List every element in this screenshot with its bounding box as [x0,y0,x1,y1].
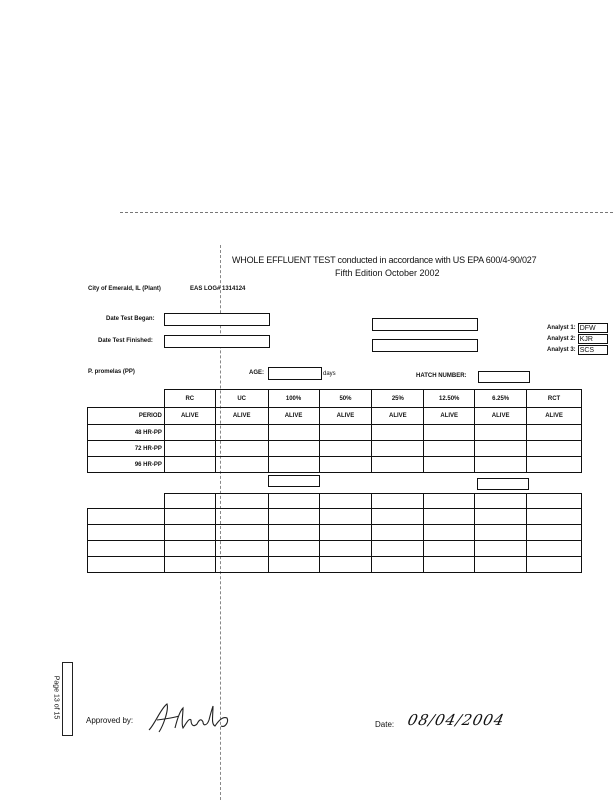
analyst-3-label: Analyst 3: [547,346,576,353]
alive-cell: ALIVE [319,408,372,425]
page-stamp [52,662,73,736]
table-row [88,457,582,473]
signature [145,698,240,738]
table-row [88,541,582,557]
row-label: 72 HR-PP [88,441,165,457]
document-title: WHOLE EFFLUENT TEST conducted in accordance with US EPA 600/4-90/027 [232,255,537,265]
page-number: Page 13 of 15 [52,675,60,720]
row-label: 96 HR-PP [88,457,165,473]
client-name: City of Emerald, IL (Plant) [88,286,161,292]
alive-cell: ALIVE [527,408,582,425]
alive-cell: ALIVE [424,408,475,425]
hatch-field[interactable] [478,371,530,383]
date-began-field[interactable] [164,313,270,326]
separator-box-right[interactable] [477,478,529,490]
alive-cell: ALIVE [215,408,268,425]
analyst-1-field[interactable]: DFW [578,323,608,333]
separator-box-left[interactable] [268,475,320,487]
alive-cell: ALIVE [164,408,215,425]
table-row [88,441,582,457]
col-header: 12.50% [424,390,475,408]
col-header: 100% [268,390,319,408]
date-began-label: Date Test Began: [106,316,155,322]
analyst-row-1 [547,322,608,333]
date-finished-label: Date Test Finished: [98,338,153,344]
table-row [88,557,582,573]
document-edition: Fifth Edition October 2002 [335,268,440,278]
col-header: 25% [372,390,424,408]
date-value: 08/04/2004 [406,711,507,729]
age-label: AGE: [249,370,264,376]
col-header: 50% [319,390,372,408]
col-header: 6.25% [475,390,527,408]
age-field[interactable] [268,367,322,380]
alive-cell: ALIVE [268,408,319,425]
hatch-label: HATCH NUMBER: [416,373,467,379]
species-label: P. promelas (PP) [88,369,135,375]
analyst-row-2 [547,333,608,344]
table-row [88,525,582,541]
table-row [88,494,582,509]
date-finished-field[interactable] [164,335,270,348]
col-header: RC [164,390,215,408]
table-header-row [88,390,582,408]
table-row [88,509,582,525]
col-header: UC [215,390,268,408]
age-unit: days [323,371,336,377]
analyst-row-3 [547,344,608,355]
row-label: 48 HR-PP [88,425,165,441]
fold-line [120,212,613,213]
eas-log: EAS LOG# 1314124 [190,286,246,292]
analyst-3-field[interactable]: SCS [578,345,608,355]
col-header: RCT [527,390,582,408]
time-began-field[interactable] [372,318,478,331]
table-corner [88,390,165,408]
analyst-2-field[interactable]: KJR [578,334,608,344]
analyst-2-label: Analyst 2: [547,335,576,342]
analyst-1-label: Analyst 1: [547,324,576,331]
alive-cell: ALIVE [372,408,424,425]
date-label: Date: [375,720,395,729]
approved-label: Approved by: [86,716,134,725]
table-row [88,425,582,441]
blank-table [87,493,582,573]
alive-cell: ALIVE [475,408,527,425]
time-finished-field[interactable] [372,339,478,352]
period-label: PERIOD [88,408,165,425]
table-row [88,408,582,425]
survival-table [87,389,582,473]
